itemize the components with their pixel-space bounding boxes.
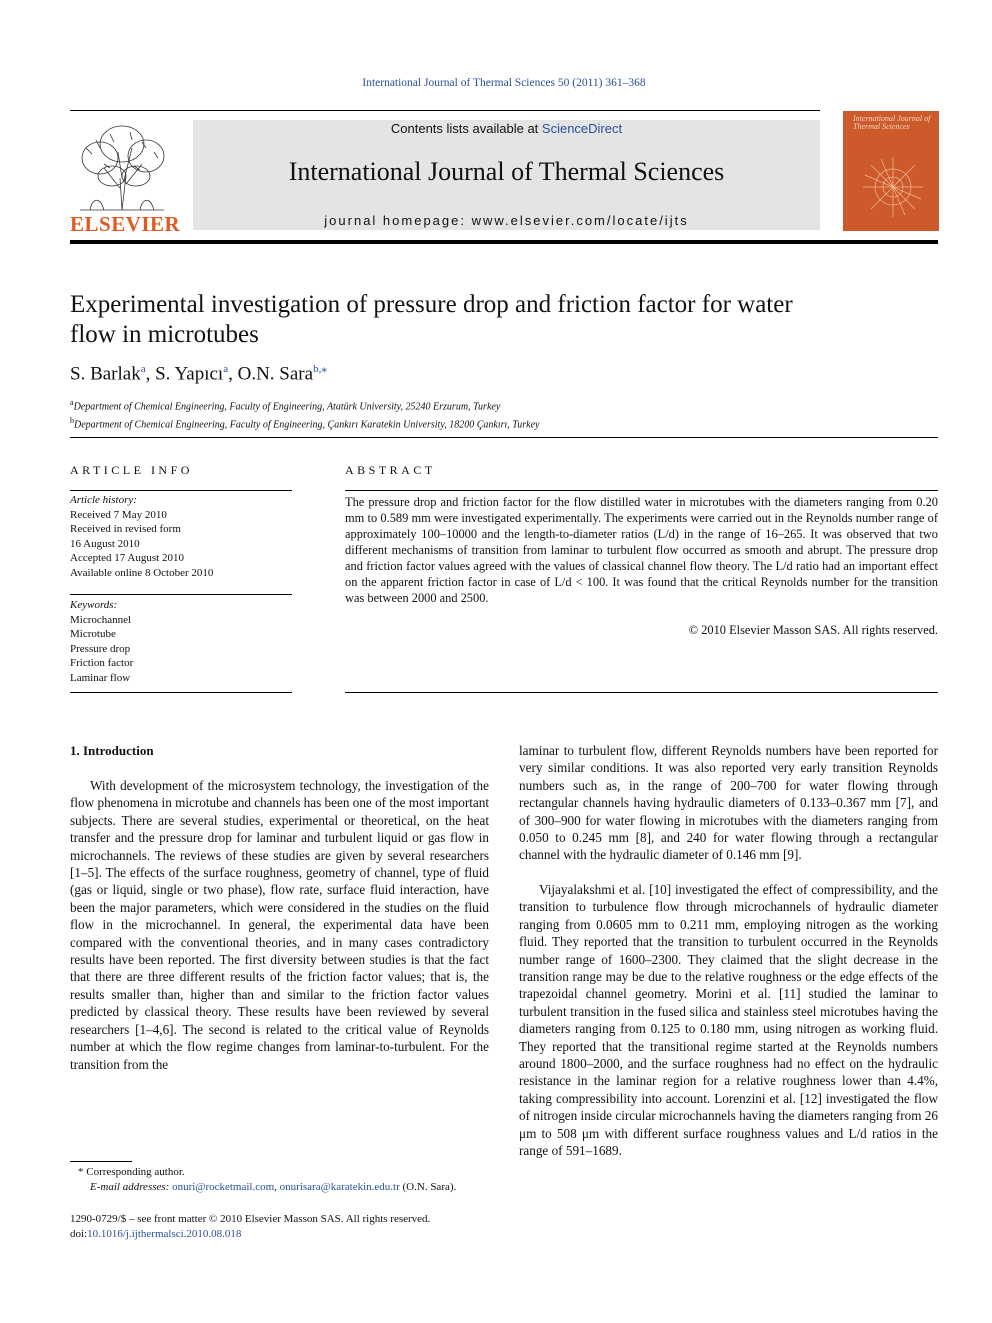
author-name: O.N. Sara <box>237 363 314 385</box>
issn-line: 1290-0729/$ – see front matter © 2010 Elsevier Masson SAS. All rights reserved. <box>70 1213 431 1225</box>
cover-artwork-icon <box>853 147 929 223</box>
affiliation-text: Department of Chemical Engineering, Faculty of Engineering, Atatürk University, 25240 Erzurum, Turkey <box>73 401 501 413</box>
divider <box>70 490 292 491</box>
affiliation-mark[interactable]: b,⁎ <box>313 363 327 375</box>
affiliations <box>70 396 930 433</box>
sciencedirect-link[interactable]: ScienceDirect <box>541 121 623 136</box>
elsevier-wordmark[interactable]: ELSEVIER <box>70 212 181 236</box>
affiliation-item <box>70 414 930 432</box>
journal-homepage-link[interactable]: journal homepage: www.elsevier.com/locate/ijts <box>324 213 689 228</box>
author-name: S. Barlak <box>70 363 141 385</box>
body-paragraph: Vijayalakshmi et al. [10] investigated the effect of compressibility, and the transition to turbulence flow through microchannels of hydraulic diameter ranging from 0.0605 mm to 0.211 mm, employing nitrogen as the working fluid. They reported that the transition to turbulent occurred in the Reynolds number range of 1600–2300. They claimed that the slight decrease in the transition range may be due to the relative roughness or the edge effects of the trapezoidal channel geometry. Morini et al. [11] studied the laminar to turbulent transition in the fused silica and stainless steel microtubes having the diameters ranging from 0.125 to 0.180 mm, using nitrogen as working fluid. They reported that the transitional regime started at the Reynolds numbers around 1800–2000, and the surface roughness had no effect on the hydraulic resistance in the laminar region for a relative roughness lower than 4.4%, taking compressibility into account. Lorenzini et al. [12] investigated the flow of nitrogen inside circular microchannels having the diameters ranging from 26 μm to 508 μm with different surface roughness values and L/d ratios in the range of 591–1689. <box>519 882 938 1159</box>
divider <box>345 490 938 491</box>
divider <box>70 594 292 595</box>
history-label: Article history: <box>70 494 137 506</box>
email-line: E-mail addresses: onuri@rocketmail.com, onurisara@karatekin.edu.tr (O.N. Sara). <box>90 1181 457 1193</box>
contents-prefix: Contents lists available at <box>390 121 542 136</box>
abstract-heading: ABSTRACT <box>345 463 436 477</box>
history-item: Received in revised form <box>70 523 181 535</box>
header-thick-rule <box>70 240 938 244</box>
author-name: S. Yapıcı <box>155 363 224 385</box>
affiliation-item <box>70 396 930 414</box>
abstract-text: The pressure drop and friction factor for the flow distilled water in microtubes with the diameters ranging from 0.20 mm to 0.589 mm were investigated experimentally. The experiments were carried out in the Reynolds number range of approximately 100–10000 and the length-to-diameter ratios (L/d) in the range of 16–265. It was observed that two different mechanisms of transition from laminar to turbulent flow occurred as smooth and abrupt. The pressure drop and friction factor values agreed with the values of classical channel flow theory. The L/d ratio had an important effect on the apparent friction factor in case of L/d < 100. It was found that the critical Reynolds number for the transition was between 2000 and 2500. <box>345 495 938 605</box>
contents-availability <box>193 121 820 136</box>
keywords-label: Keywords: <box>70 599 118 611</box>
author-list: S. Barlak$^a$, S. Yapıcı$^a$, O.N. Sara$^{b,⁎}$ <box>70 363 327 385</box>
keyword: Friction factor <box>70 657 134 669</box>
corresponding-author-note: * Corresponding author. <box>78 1166 185 1178</box>
divider <box>70 692 292 693</box>
affiliation-mark[interactable]: a <box>223 363 229 375</box>
body-paragraph: laminar to turbulent flow, different Reynolds numbers have been reported for very similar conditions. It was also reported very early transition Reynolds numbers such as, in the range of 200–700 for water flowing through rectangular channels having hydraulic diameters of 0.133–0.367 mm [7], and of 300–900 for water flowing in microtubes with the diameters ranging from 0.050 to 0.245 mm [8], and 240 for water flowing through a rectangular channel with the hydraulic diameter of 0.146 mm [9]. <box>519 743 938 863</box>
journal-citation-link[interactable]: International Journal of Thermal Sciences 50 (2011) 361–368 <box>362 77 646 89</box>
doi-link[interactable]: 10.1016/j.ijthermalsci.2010.08.018 <box>87 1228 242 1240</box>
affiliation-label: b <box>70 416 74 426</box>
footnote-rule <box>70 1161 132 1162</box>
keyword: Laminar flow <box>70 671 131 684</box>
affiliation-label: a <box>70 398 74 407</box>
affiliation-text: Department of Chemical Engineering, Faculty of Engineering, Çankırı Karatekin University, 18200 Çankırı, Turkey <box>74 419 540 431</box>
header-rule <box>70 110 820 111</box>
abstract-copyright: © 2010 Elsevier Masson SAS. All rights reserved. <box>688 623 938 637</box>
history-item: Accepted 17 August 2010 <box>70 552 184 564</box>
page-footer <box>70 1212 510 1242</box>
keywords <box>70 598 292 685</box>
email-link[interactable]: onurisara@karatekin.edu.tr <box>279 1181 400 1193</box>
journal-cover-image[interactable] <box>843 111 939 231</box>
email-suffix: (O.N. Sara). <box>399 1181 457 1193</box>
divider <box>70 437 938 438</box>
footnote <box>70 1165 490 1195</box>
divider <box>345 692 938 693</box>
paper-title: Experimental investigation of pressure drop and friction factor for water flow in microtubes <box>70 291 793 348</box>
cover-title: International Journal of Thermal Sciences <box>853 114 931 131</box>
body-paragraph: With development of the microsystem technology, the investigation of the flow phenomena in microtube and channels has been one of the most important subjects. There are several studies, experimental or theoretical, on the heat transfer and the pressure drop for laminar and turbulent liquid or gas flow in microchannels. The reviews of these studies are given by several researchers [1–5]. The effects of the surface roughness, geometry of channel, type of fluid (gas or liquid, single or two phase), flow rate, surface fluid interaction, have been the major parameters, which were considered in the studies on the fluid flow in the microchannel. In general, the experimental data have been compared with the conventional theories, and in many cases contradictory results have been reported. The first diversity between studies is that the fact that there are three different results of the friction factor values; that is, the results smaller than, higher than and similar to the friction factor values predicted by classical theory. These results have been reviewed by several researchers [1–4,6]. The second is related to the critical value of Reynolds number at which the flow regime changes from laminar-to-turbulent. For the transition from the <box>70 778 489 1072</box>
email-label: E-mail addresses: <box>90 1181 173 1193</box>
history-item: Available online 8 October 2010 <box>70 566 214 579</box>
journal-title: International Journal of Thermal Sciences <box>288 157 725 186</box>
keyword: Microchannel <box>70 613 132 626</box>
article-history <box>70 493 292 580</box>
history-item: Received 7 May 2010 <box>70 508 167 521</box>
email-link[interactable]: onuri@rocketmail.com <box>172 1181 275 1193</box>
doi-label: doi: <box>70 1228 88 1240</box>
keyword: Pressure drop <box>70 642 131 655</box>
history-item: 16 August 2010 <box>70 537 140 550</box>
keyword: Microtube <box>70 628 116 640</box>
doi-line <box>70 1227 510 1242</box>
section-heading-introduction: 1. Introduction <box>70 743 154 758</box>
affiliation-mark[interactable]: a <box>140 363 146 375</box>
article-info-heading: ARTICLE INFO <box>70 463 193 477</box>
